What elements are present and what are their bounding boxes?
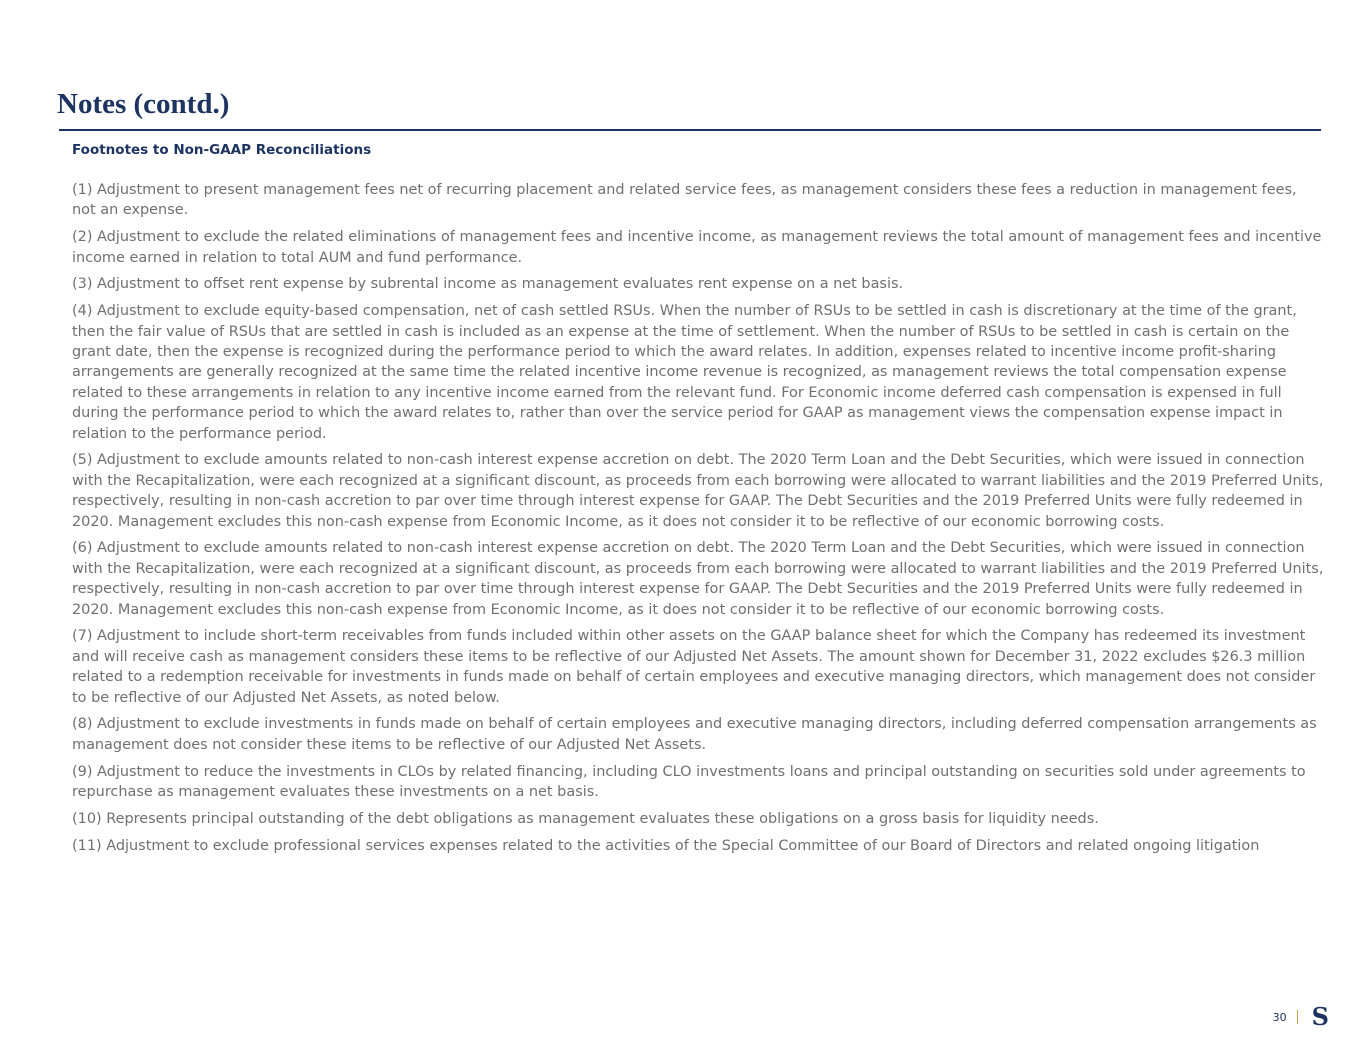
footnote-2: (2) Adjustment to exclude the related eliminations of management fees and incentive income, as management reviews the total amount of management fees and incentive income earned in relation to total AUM and fund performance. <box>72 229 1322 266</box>
footnote-4: (4) Adjustment to exclude equity-based compensation, net of cash settled RSUs. When the number of RSUs to be settled in cash is discretionary at the time of the grant, then the fair value of RSUs that are settled in cash is included as an expense at the time of settlement. When the number of RSUs to be settled in cash is certain on the grant date, then the expense is recognized during the performance period to which the award relates. In addition, expenses related to incentive income profit-sharing arrangements are generally recognized at the same time the related incentive income revenue is recognized, as management reviews the total compensation expense related to these arrangements in relation to any incentive income earned from the relevant fund. For Economic income deferred cash compensation is expensed in full during the performance period to which the award relates to, rather than over the service period for GAAP as management views the compensation expense impact in relation to the performance period. <box>72 303 1297 442</box>
title-divider <box>59 129 1321 131</box>
page-number: 30 <box>1272 1010 1287 1024</box>
footnote-9: (9) Adjustment to reduce the investments in CLOs by related financing, including CLO investments loans and principal outstanding on securities sold under agreements to repurchase as management evaluates these investments on a net basis. <box>72 763 1306 801</box>
page-title: Notes (contd.) <box>57 88 230 120</box>
footer-divider <box>1297 1010 1298 1024</box>
footnote-10: (10) Represents principal outstanding of the debt obligations as management evaluates these obligations on a gross basis for liquidity needs. <box>72 810 1099 827</box>
footnotes-list <box>72 180 1324 862</box>
section-subtitle: Footnotes to Non-GAAP Reconciliations <box>72 142 372 158</box>
company-logo: S <box>1311 1002 1329 1031</box>
footnote-1: (1) Adjustment to present management fees net of recurring placement and related service fees, as management considers these fees a reduction in management fees, not an expense. <box>72 182 1297 219</box>
footnote-5: (5) Adjustment to exclude amounts related to non-cash interest expense accretion on debt. The 2020 Term Loan and the Debt Securities, which were issued in connection with the Recapitalization, were each recognized at a significant discount, as proceeds from each borrowing were allocated to warrant liabilities and the 2019 Preferred Units, respectively, resulting in non-cash accretion to par over time through interest expense for GAAP. The Debt Securities and the 2019 Preferred Units were fully redeemed in 2020. Management excludes this non-cash expense from Economic Income, as it does not consider it to be reflective of our economic borrowing costs. <box>72 452 1324 530</box>
footnote-7: (7) Adjustment to include short-term receivables from funds included within other assets on the GAAP balance sheet for which the Company has redeemed its investment and will receive cash as management considers these items to be reflective of our Adjusted Net Assets. The amount shown for December 31, 2022 excludes $26.3 million related to a redemption receivable for investments in funds made on behalf of certain employees and executive managing directors, which management does not consider to be reflective of our Adjusted Net Assets, as noted below. <box>72 628 1316 706</box>
footnote-3: (3) Adjustment to offset rent expense by subrental income as management evaluates rent expense on a net basis. <box>72 276 904 293</box>
footnote-8: (8) Adjustment to exclude investments in funds made on behalf of certain employees and executive managing directors, including deferred compensation arrangements as management does not consider these items to be reflective of our Adjusted Net Assets. <box>72 716 1317 753</box>
footnote-6: (6) Adjustment to exclude amounts related to non-cash interest expense accretion on debt. The 2020 Term Loan and the Debt Securities, which were issued in connection with the Recapitalization, were each recognized at a significant discount, as proceeds from each borrowing were allocated to warrant liabilities and the 2019 Preferred Units, respectively, resulting in non-cash accretion to par over time through interest expense for GAAP. The Debt Securities and the 2019 Preferred Units were fully redeemed in 2020. Management excludes this non-cash expense from Economic Income, as it does not consider it to be reflective of our economic borrowing costs. <box>72 540 1324 618</box>
footnote-11: (11) Adjustment to exclude professional services expenses related to the activities of the Special Committee of our Board of Directors and related ongoing litigation <box>72 837 1260 854</box>
page-footer <box>1272 1002 1329 1031</box>
